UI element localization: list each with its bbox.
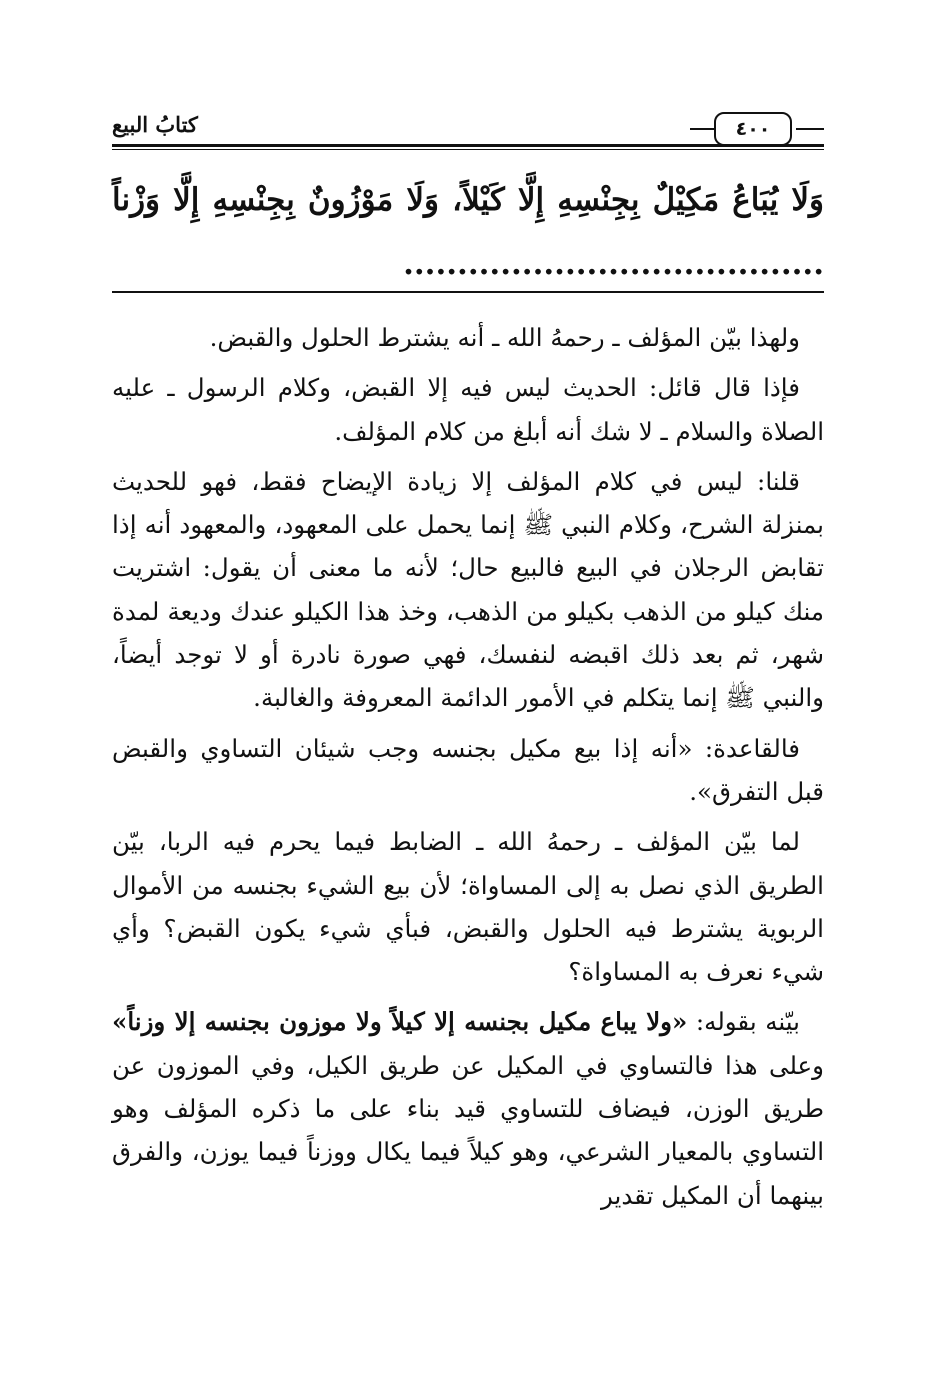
paragraph-lead: بيّنه بقوله: — [687, 1007, 800, 1037]
header-ornament — [690, 128, 714, 130]
matn-text — [112, 168, 824, 296]
paragraph: فإذا قال قائل: الحديث ليس فيه إلا القبض، وكلام الرسول ـ عليه الصلاة والسلام ـ لا شك أنه أبلغ من كلام المؤلف. — [112, 373, 824, 446]
commentary-body — [112, 316, 824, 1224]
running-title: كتابُ البيع — [112, 112, 198, 137]
matn-separator — [112, 291, 824, 293]
matn-sentence: وَلَا يُبَاعُ مَكِيْلٌ بِجِنْسِهِ إِلَّا كَيْلاً، وَلَا مَوْزُونٌ بِجِنْسِهِ إِلَّا وَزْناً — [112, 182, 824, 218]
header-ornament — [796, 128, 824, 130]
paragraph: فالقاعدة: «أنه إذا بيع مكيل بجنسه وجب شيئان التساوي والقبض قبل التفرق». — [112, 733, 824, 806]
page-header — [112, 100, 824, 152]
paragraph-last — [112, 1000, 824, 1216]
matn-dots: ....................................... — [403, 246, 824, 282]
paragraph-rest: وعلى هذا فالتساوي في المكيل عن طريق الكيل، وفي الموزون عن طريق الوزن، فيضاف للتساوي قيد بناء على ما ذكره المؤلف وهو التساوي بالمعيار الشرعي، وهو كيلاً فيما يكال ووزناً فيما يوزن، والفرق بينهما أن المكيل تقدير — [112, 1050, 824, 1210]
quoted-matn: «ولا يباع مكيل بجنسه إلا كيلاً ولا موزون بجنسه إلا وزناً» — [112, 1007, 688, 1037]
paragraph: لما بيّن المؤلف ـ رحمهُ الله ـ الضابط فيما يحرم فيه الربا، بيّن الطريق الذي نصل به إلى المساواة؛ لأن بيع الشيء بجنسه من الأموال الربوية يشترط فيه الحلول والقبض، فبأي شيء يكون القبض؟ وأي شيء نعرف به المساواة؟ — [112, 827, 824, 987]
header-rule-thin — [112, 149, 824, 150]
header-rule — [112, 144, 824, 147]
page-number: ٤٠٠ — [714, 112, 792, 146]
paragraph: ولهذا بيّن المؤلف ـ رحمهُ الله ـ أنه يشترط الحلول والقبض. — [209, 323, 800, 352]
paragraph: قلنا: ليس في كلام المؤلف إلا زيادة الإيضاح فقط، فهو للحديث بمنزلة الشرح، وكلام النبي ﷺ إنما يحمل على المعهود، والمعهود أنه إذا تقابض الرجلان في البيع فالبيع حال؛ لأنه ما معنى أن يقول: اشتريت منك كيلو من الذهب بكيلو من الذهب، وخذ هذا الكيلو عندك وديعة لمدة شهر، ثم بعد ذلك اقبضه لنفسك، فهي صورة نادرة أو لا توجد أيضاً، والنبي ﷺ إنما يتكلم في الأمور الدائمة المعروفة والغالبة. — [112, 466, 824, 713]
